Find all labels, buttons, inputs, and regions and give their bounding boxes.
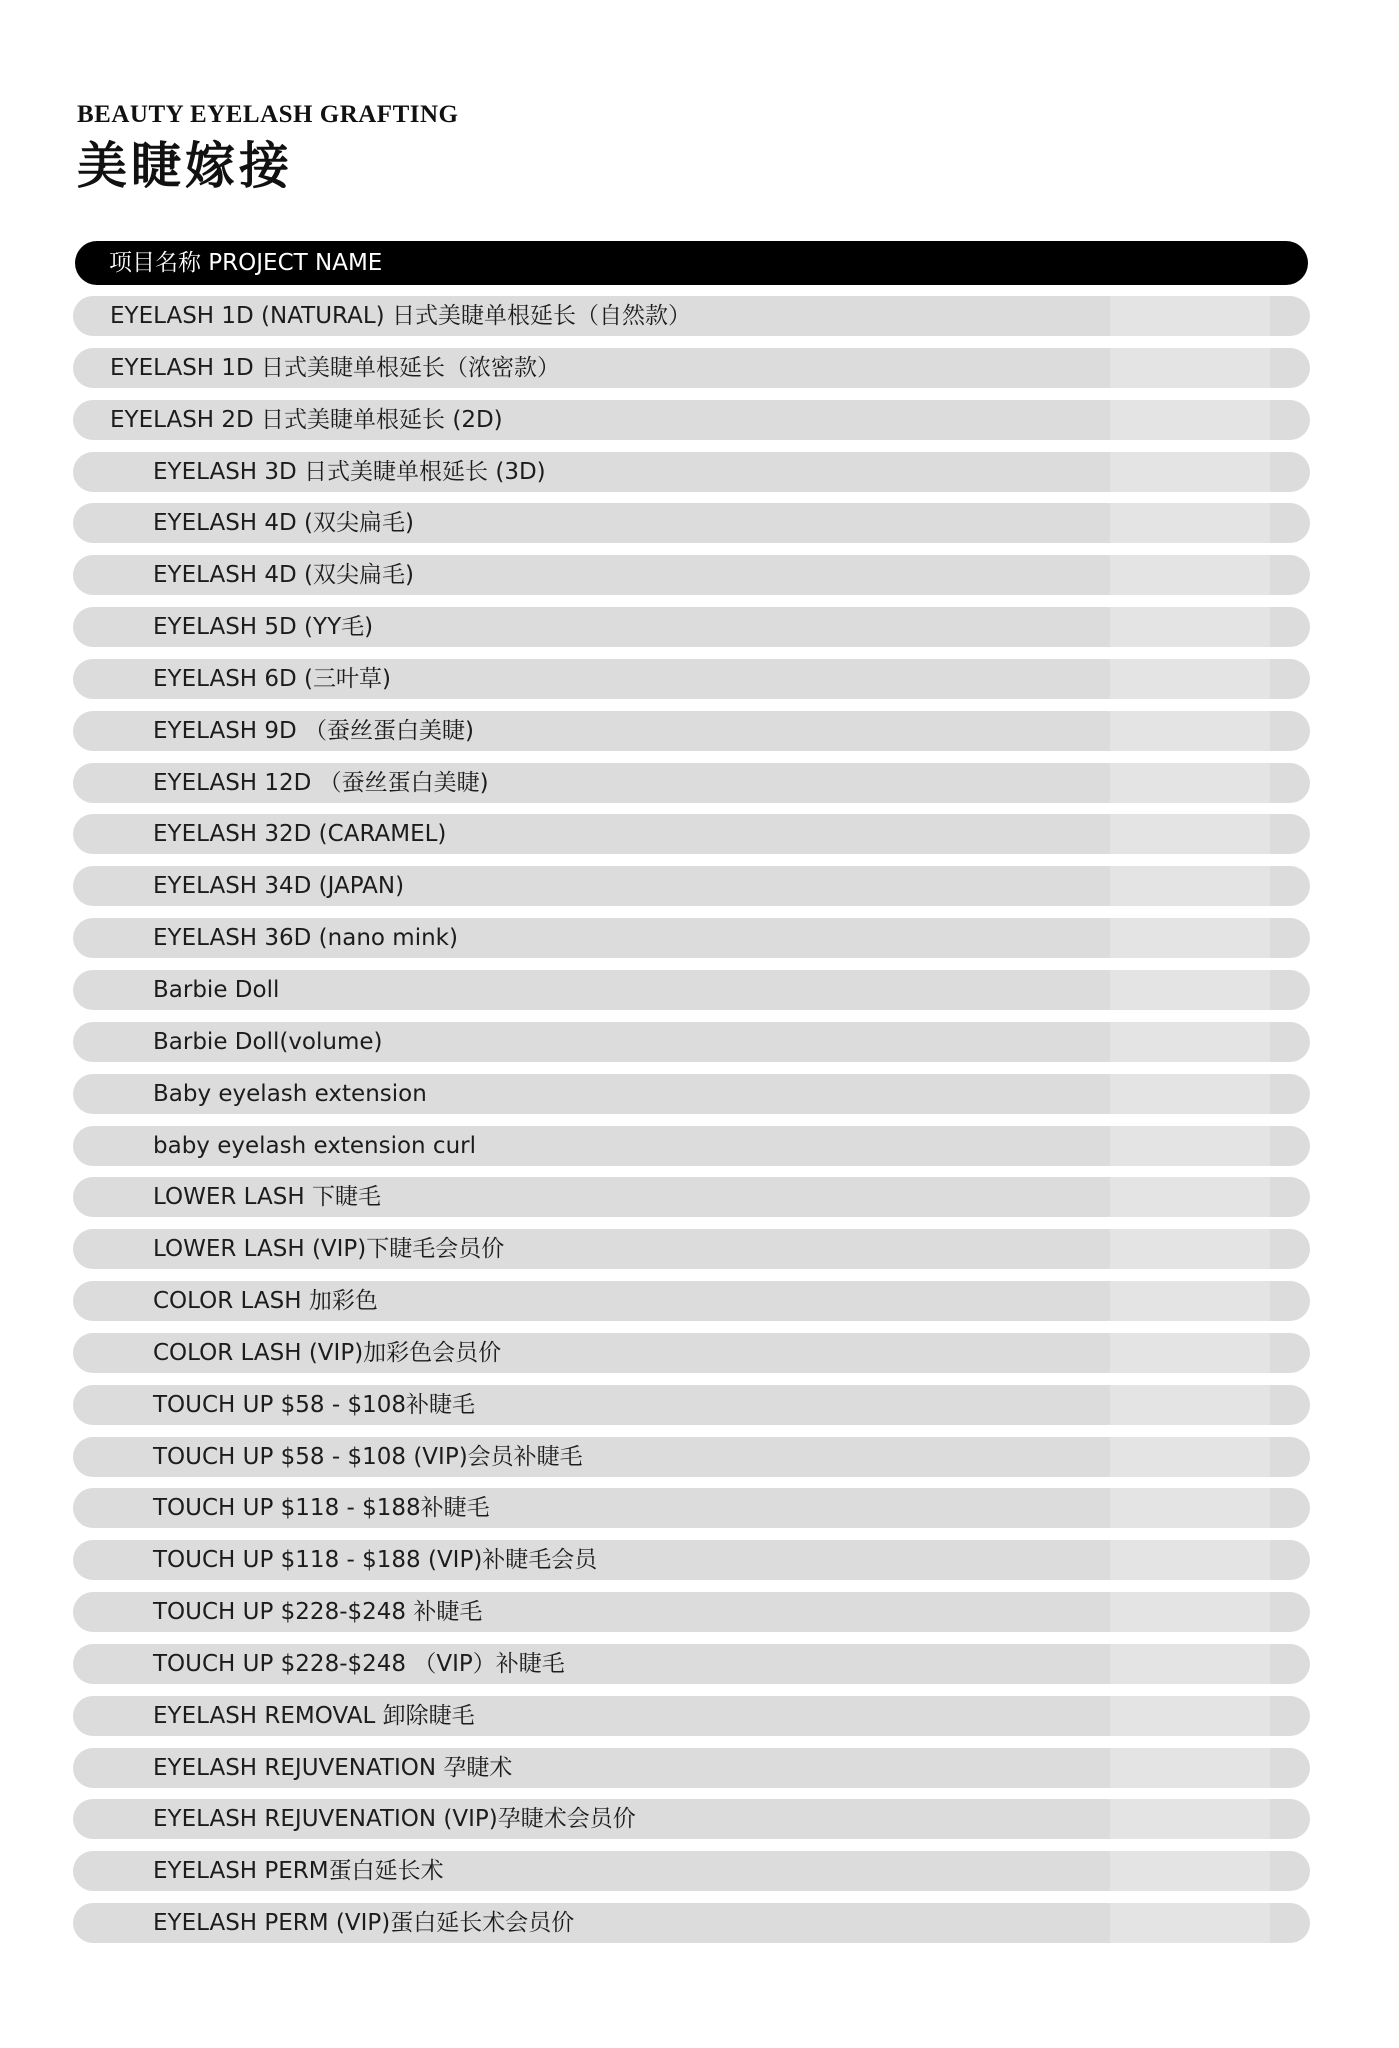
list-item: [73, 1696, 1310, 1736]
list-item-label: LOWER LASH (VIP)下睫毛会员价: [153, 1236, 505, 1263]
list-item: [73, 1903, 1310, 1943]
list-item: [73, 1540, 1310, 1580]
list-item: [73, 763, 1310, 803]
list-item-label: EYELASH REJUVENATION 孕睫术: [153, 1754, 513, 1781]
list-item-label: EYELASH 4D (双尖扁毛): [153, 510, 414, 537]
list-item: [73, 1385, 1310, 1425]
list-item-label: EYELASH 2D 日式美睫单根延长 (2D): [110, 406, 503, 433]
list-item-label: EYELASH PERM (VIP)蛋白延长术会员价: [153, 1910, 575, 1937]
list-item: [73, 1851, 1310, 1891]
list-item-label: COLOR LASH 加彩色: [153, 1288, 378, 1315]
list-item: [73, 1281, 1310, 1321]
list-item: [73, 918, 1310, 958]
list-item: [73, 607, 1310, 647]
list-item: [73, 1333, 1310, 1373]
list-item: [73, 1126, 1310, 1166]
column-header-project-name: 项目名称 PROJECT NAME: [75, 241, 1308, 285]
list-item: [73, 1488, 1310, 1528]
page-title-english: BEAUTY EYELASH GRAFTING: [77, 101, 459, 128]
list-item: [73, 1799, 1310, 1839]
list-item-label: EYELASH 9D （蚕丝蛋白美睫): [153, 717, 475, 744]
list-item: [73, 400, 1310, 440]
page-title-chinese: 美睫嫁接: [77, 136, 293, 195]
list-item: [73, 1644, 1310, 1684]
list-item: [73, 659, 1310, 699]
list-item-label: EYELASH 1D (NATURAL) 日式美睫单根延长（自然款）: [110, 303, 691, 329]
list-item-label: TOUCH UP $58 - $108 (VIP)会员补睫毛: [153, 1443, 583, 1470]
list-item-label: EYELASH PERM蛋白延长术: [153, 1858, 444, 1885]
list-item-label: Barbie Doll(volume): [153, 1028, 383, 1055]
list-item-label: COLOR LASH (VIP)加彩色会员价: [153, 1339, 502, 1366]
list-item-label: TOUCH UP $228-$248 （VIP）补睫毛: [153, 1650, 565, 1677]
list-item: [73, 1074, 1310, 1114]
list-item: [73, 1022, 1310, 1062]
list-item-label: EYELASH REJUVENATION (VIP)孕睫术会员价: [153, 1806, 636, 1833]
list-item: [73, 296, 1310, 336]
list-item-label: EYELASH 4D (双尖扁毛): [153, 562, 414, 589]
list-item: [73, 452, 1310, 492]
list-item: [73, 503, 1310, 543]
list-item-label: EYELASH 6D (三叶草): [153, 665, 391, 692]
list-item-label: TOUCH UP $118 - $188 (VIP)补睫毛会员: [153, 1547, 598, 1574]
list-item-label: baby eyelash extension curl: [153, 1132, 476, 1159]
list-item-label: Barbie Doll: [153, 976, 280, 1003]
list-item-label: TOUCH UP $118 - $188补睫毛: [153, 1495, 490, 1522]
list-item: [73, 711, 1310, 751]
list-item: [73, 1592, 1310, 1632]
list-item: [73, 555, 1310, 595]
list-item-label: TOUCH UP $228-$248 补睫毛: [153, 1599, 483, 1626]
list-item: [73, 814, 1310, 854]
list-item: [73, 1437, 1310, 1477]
list-item-label: EYELASH 36D (nano mink): [153, 925, 458, 952]
list-item-label: EYELASH 3D 日式美睫单根延长 (3D): [153, 458, 546, 485]
list-item: [73, 1177, 1310, 1217]
list-item-label: EYELASH 12D （蚕丝蛋白美睫): [153, 769, 489, 796]
list-item-label: EYELASH 5D (YY毛): [153, 614, 374, 641]
list-item-label: EYELASH 34D (JAPAN): [153, 873, 405, 900]
list-item-label: EYELASH REMOVAL 卸除睫毛: [153, 1702, 475, 1729]
list-item-label: Baby eyelash extension: [153, 1080, 427, 1107]
list-item: [73, 1229, 1310, 1269]
list-item-label: EYELASH 32D (CARAMEL): [153, 821, 447, 848]
list-item-label: EYELASH 1D 日式美睫单根延长（浓密款）: [110, 354, 561, 381]
list-item: [73, 348, 1310, 388]
list-item: [73, 866, 1310, 906]
page-header: [77, 100, 458, 196]
list-item: [73, 1748, 1310, 1788]
list-item-label: LOWER LASH 下睫毛: [153, 1184, 381, 1211]
service-list: [73, 296, 1310, 1955]
list-item: [73, 970, 1310, 1010]
list-item-label: TOUCH UP $58 - $108补睫毛: [153, 1391, 476, 1418]
